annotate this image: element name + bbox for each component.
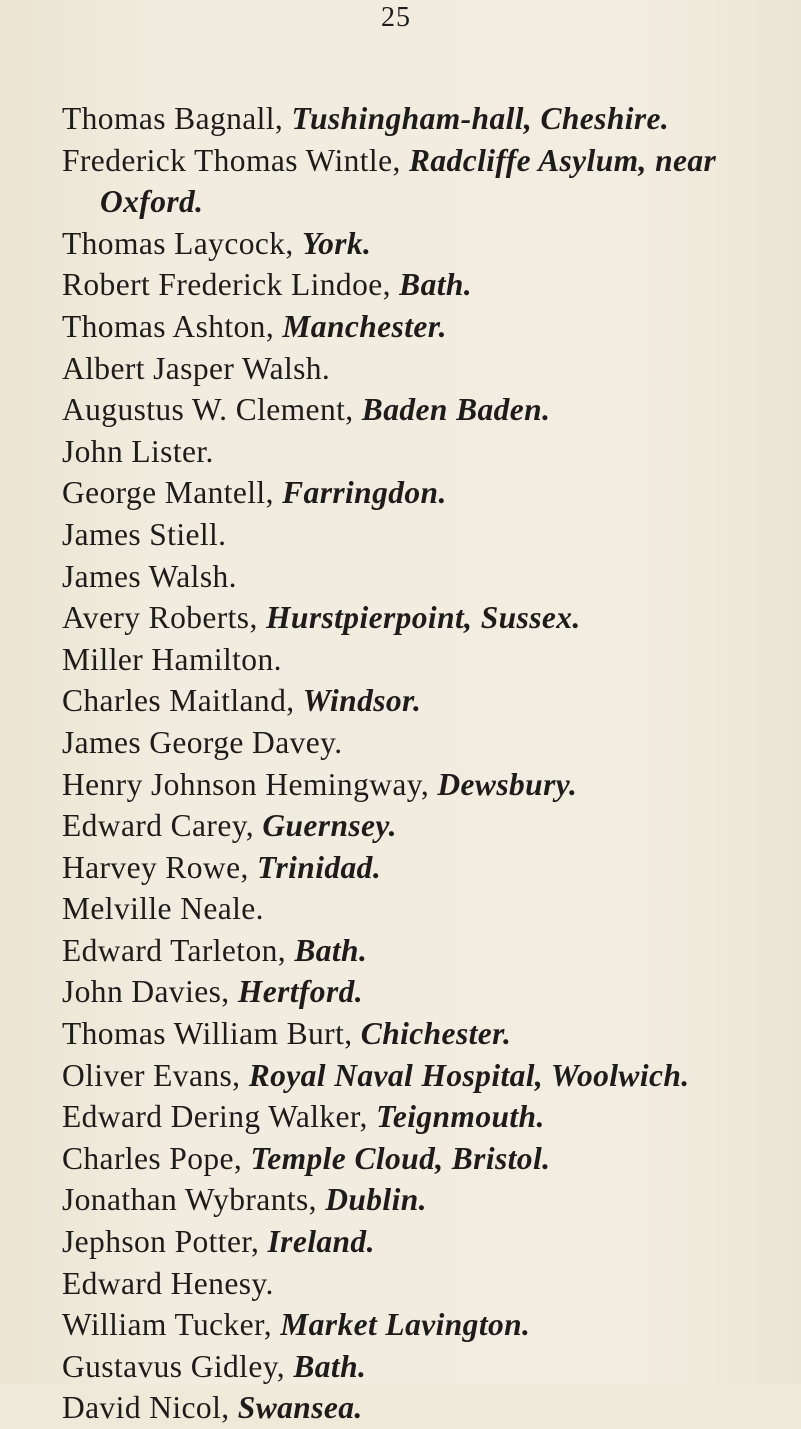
list-item bbox=[62, 431, 791, 473]
member-name: Harvey Rowe, bbox=[62, 849, 258, 885]
member-place: Guernsey. bbox=[262, 808, 397, 844]
list-item bbox=[62, 181, 791, 223]
member-name: George Mantell, bbox=[62, 475, 283, 511]
member-place: Teignmouth. bbox=[376, 1099, 545, 1135]
member-place: Market Lavington. bbox=[280, 1307, 531, 1343]
list-item bbox=[62, 223, 791, 265]
list-item bbox=[62, 306, 791, 348]
member-name: James Walsh. bbox=[62, 558, 237, 594]
member-place: Dublin. bbox=[325, 1182, 427, 1218]
member-name: Thomas Ashton, bbox=[62, 308, 283, 344]
member-name: Robert Frederick Lindoe, bbox=[62, 267, 400, 303]
member-name: Thomas Bagnall, bbox=[62, 101, 292, 136]
member-place: Temple Cloud, Bristol. bbox=[250, 1140, 551, 1176]
list-item bbox=[62, 1055, 791, 1097]
member-name: Gustavus Gidley, bbox=[62, 1348, 294, 1384]
list-item bbox=[62, 1387, 791, 1429]
member-name: Albert Jasper Walsh. bbox=[62, 350, 331, 386]
list-item bbox=[62, 98, 791, 140]
member-place: Windsor. bbox=[302, 683, 422, 719]
member-place: York. bbox=[301, 225, 372, 261]
member-name: James George Davey. bbox=[62, 724, 343, 760]
list-item bbox=[62, 1304, 791, 1346]
list-item bbox=[62, 140, 791, 182]
list-item bbox=[62, 764, 791, 806]
list-item bbox=[62, 805, 791, 847]
member-name: Edward Carey, bbox=[62, 808, 263, 844]
member-place: Radcliffe Asylum, near bbox=[409, 142, 717, 178]
member-name: James Stiell. bbox=[62, 516, 227, 552]
member-place: Manchester. bbox=[282, 308, 447, 344]
page-number: 25 bbox=[381, 2, 411, 33]
list-item bbox=[62, 389, 791, 431]
member-place: Farringdon. bbox=[282, 475, 447, 511]
member-name: Oliver Evans, bbox=[62, 1057, 249, 1093]
member-place: Hurstpierpoint, Sussex. bbox=[266, 600, 581, 636]
member-name: David Nicol, bbox=[62, 1390, 238, 1426]
member-place: Baden Baden. bbox=[361, 392, 551, 428]
list-item bbox=[62, 597, 791, 639]
list-item bbox=[62, 639, 791, 681]
member-place: Bath. bbox=[293, 1348, 367, 1384]
member-name: Miller Hamilton. bbox=[62, 641, 282, 677]
list-item bbox=[62, 680, 791, 722]
list-item bbox=[62, 514, 791, 556]
member-place: Ireland. bbox=[267, 1224, 375, 1260]
member-name: Avery Roberts, bbox=[62, 600, 266, 636]
member-name: Charles Pope, bbox=[62, 1140, 251, 1176]
member-name: Augustus W. Clement, bbox=[62, 392, 362, 428]
member-place: Trinidad. bbox=[257, 849, 382, 885]
member-list bbox=[62, 98, 791, 1429]
list-item bbox=[62, 1221, 791, 1263]
list-item bbox=[62, 888, 791, 930]
list-item bbox=[62, 971, 791, 1013]
member-place: Chichester. bbox=[360, 1016, 512, 1052]
member-place: Oxford. bbox=[100, 184, 204, 220]
member-name: Jonathan Wybrants, bbox=[62, 1182, 326, 1218]
member-name: William Tucker, bbox=[62, 1307, 281, 1343]
member-name: Jephson Potter, bbox=[62, 1224, 268, 1260]
member-name: Edward Tarleton, bbox=[62, 932, 295, 968]
list-item bbox=[62, 556, 791, 598]
member-place: Bath. bbox=[399, 267, 473, 303]
member-place: Tushingham-hall, Cheshire. bbox=[291, 101, 670, 136]
list-item bbox=[62, 1346, 791, 1388]
member-name: Charles Maitland, bbox=[62, 683, 303, 719]
list-item bbox=[62, 1179, 791, 1221]
list-item bbox=[62, 1138, 791, 1180]
list-item bbox=[62, 1096, 791, 1138]
list-item bbox=[62, 1263, 791, 1305]
list-item bbox=[62, 847, 791, 889]
list-item bbox=[62, 1013, 791, 1055]
member-name: Melville Neale. bbox=[62, 891, 264, 927]
member-place: Swansea. bbox=[237, 1390, 363, 1426]
member-place: Dewsbury. bbox=[437, 766, 578, 802]
member-name: Edward Dering Walker, bbox=[62, 1099, 377, 1135]
member-name: Thomas Laycock, bbox=[62, 225, 302, 261]
member-name: Thomas William Burt, bbox=[62, 1016, 361, 1052]
member-name: John Lister. bbox=[62, 433, 214, 469]
list-item bbox=[62, 348, 791, 390]
list-item bbox=[62, 930, 791, 972]
member-name: Henry Johnson Hemingway, bbox=[62, 766, 438, 802]
member-name: Edward Henesy. bbox=[62, 1265, 274, 1301]
member-place: Royal Naval Hospital, Woolwich. bbox=[248, 1057, 690, 1093]
member-place: Bath. bbox=[294, 932, 368, 968]
list-item bbox=[62, 472, 791, 514]
member-name: Frederick Thomas Wintle, bbox=[62, 142, 409, 178]
list-item bbox=[62, 722, 791, 764]
member-place: Hertford. bbox=[237, 974, 364, 1010]
member-name: John Davies, bbox=[62, 974, 238, 1010]
list-item bbox=[62, 264, 791, 306]
